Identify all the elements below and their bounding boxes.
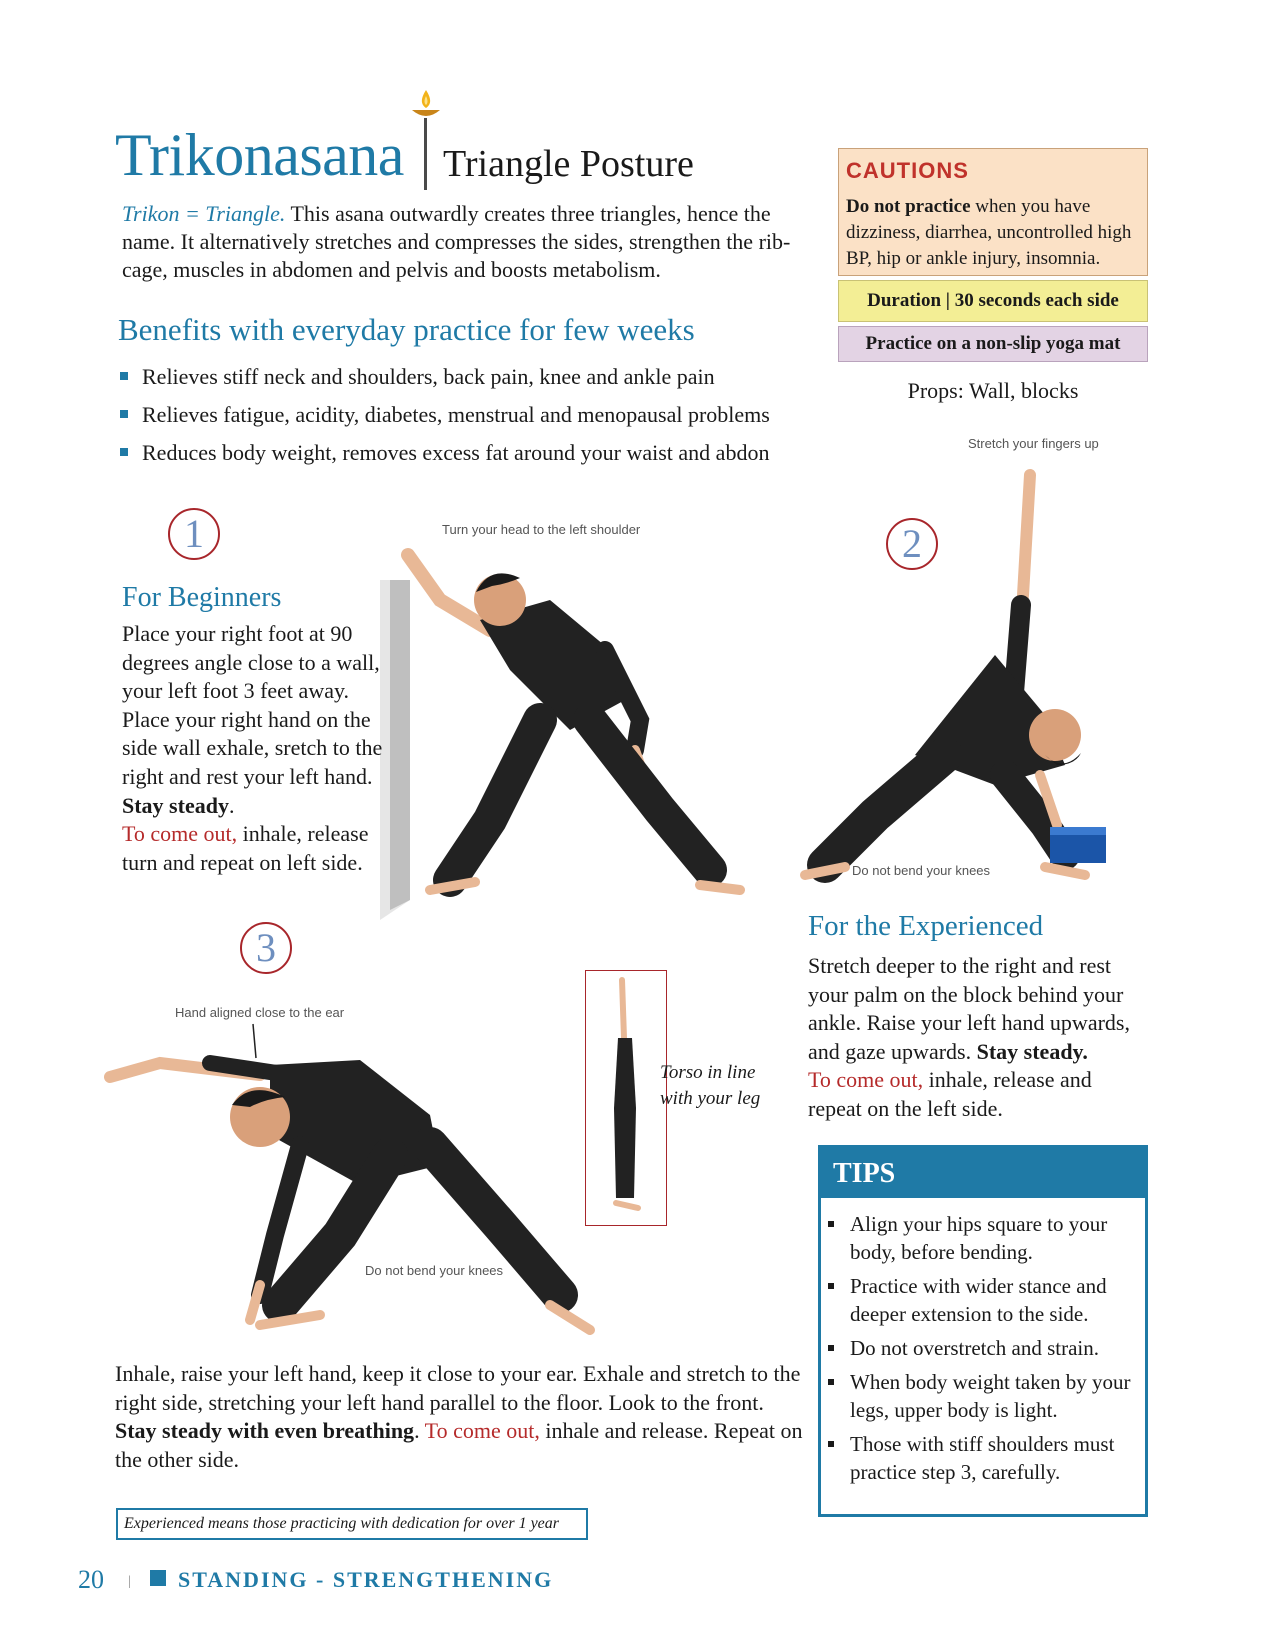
experienced-text xyxy=(808,952,1148,1124)
footer-separator: | xyxy=(128,1574,131,1589)
experienced-come-out: To come out, xyxy=(808,1067,924,1093)
experienced-note: Experienced means those practicing with dedication for over 1 year xyxy=(116,1508,588,1540)
bullet-icon xyxy=(828,1441,834,1447)
section-label: STANDING - STRENGTHENING xyxy=(178,1567,554,1592)
bullet-icon xyxy=(120,448,128,456)
page-title: Trikonasana xyxy=(115,122,404,188)
list-item xyxy=(826,1272,1142,1328)
step-1-badge: 1 xyxy=(168,508,220,560)
list-item xyxy=(826,1430,1142,1486)
intro-paragraph xyxy=(122,200,802,284)
torso-line-2: with your leg xyxy=(660,1088,761,1109)
experienced-release: inhale, release and repeat on the left side. xyxy=(808,1067,1092,1121)
square-icon xyxy=(150,1570,166,1586)
intro-lead: Trikon = Triangle. xyxy=(122,201,286,226)
caution-bold: Do not practice xyxy=(846,196,971,217)
intro-text: This asana outwardly creates three triangles, hence the name. It alternatively stretches and compresses the sides, strengthen the rib-cage, muscles in abdomen and pelvis and boosts metabolism. xyxy=(122,201,791,282)
experienced-bold: Stay steady. xyxy=(976,1038,1088,1064)
benefits-list xyxy=(120,362,820,476)
bullet-icon xyxy=(828,1221,834,1227)
caption-no-bend-2: Do not bend your knees xyxy=(852,863,991,878)
step3-punct: . xyxy=(414,1418,425,1444)
duration-box: Duration | 30 seconds each side xyxy=(838,280,1148,322)
benefit-text: Relieves stiff neck and shoulders, back pain, knee and ankle pain xyxy=(142,364,715,389)
pointer-line xyxy=(250,1024,260,1060)
props-text: Props: Wall, blocks xyxy=(907,378,1079,403)
title-divider xyxy=(424,118,427,190)
tip-text: Do not overstretch and strain. xyxy=(850,1336,1100,1360)
step3-bold: Stay steady with even breathing xyxy=(115,1418,415,1444)
step-3-badge: 3 xyxy=(240,922,292,974)
bullet-icon xyxy=(120,410,128,418)
experienced-heading: For the Experienced xyxy=(808,910,1044,942)
practice-box: Practice on a non-slip yoga mat xyxy=(838,326,1148,362)
figure-torso-side xyxy=(600,978,652,1218)
step-2-badge: 2 xyxy=(886,518,938,570)
beginners-bold: Stay steady xyxy=(122,792,229,818)
step3-text xyxy=(115,1360,805,1474)
benefit-text: Reduces body weight, removes excess fat around your waist and abdon xyxy=(142,440,770,465)
caption-turn-head: Turn your head to the left shoulder xyxy=(442,522,641,537)
figure-beginner xyxy=(380,540,780,910)
beginners-punct: . xyxy=(228,792,235,818)
caption-stretch-fingers: Stretch your fingers up xyxy=(968,436,1099,451)
list-item xyxy=(120,400,820,438)
beginners-come-out: To come out, xyxy=(122,821,238,847)
step3-release: inhale and release. Repeat on the other side. xyxy=(115,1418,803,1472)
tip-text: Practice with wider stance and deeper extension to the side. xyxy=(850,1274,1107,1326)
list-item xyxy=(120,362,820,400)
benefit-text: Relieves fatigue, acidity, diabetes, menstrual and menopausal problems xyxy=(142,402,770,427)
caution-text xyxy=(846,194,1146,272)
caution-body: when you have dizziness, diarrhea, uncontrolled high BP, hip or ankle injury, insomnia. xyxy=(846,196,1132,269)
experienced-body: Stretch deeper to the right and rest your palm on the block behind your ankle. Raise your left hand upwards, and gaze upwards. xyxy=(808,953,1130,1064)
beginners-text xyxy=(122,620,392,877)
beginners-heading: For Beginners xyxy=(122,582,282,613)
bullet-icon xyxy=(120,372,128,380)
bullet-icon xyxy=(828,1345,834,1351)
beginners-body: Place your right foot at 90 degrees angle close to a wall, your left foot 3 feet away. Place your right hand on the side wall exhale, sretch to the right and rest your left hand. xyxy=(122,621,383,789)
benefits-heading: Benefits with everyday practice for few weeks xyxy=(118,312,695,347)
figure-experienced xyxy=(795,455,1175,895)
page-number: 20 xyxy=(78,1565,104,1594)
bullet-icon xyxy=(828,1283,834,1289)
tip-text: Those with stiff shoulders must practice step 3, carefully. xyxy=(850,1432,1115,1484)
tips-heading: TIPS xyxy=(821,1148,1145,1198)
caption-no-bend-3: Do not bend your knees xyxy=(365,1263,504,1278)
caption-hand-aligned: Hand aligned close to the ear xyxy=(175,1005,345,1020)
beginners-release: inhale, release turn and repeat on left side. xyxy=(122,821,369,875)
torso-line-1: Torso in line xyxy=(660,1062,756,1083)
list-item xyxy=(826,1368,1142,1424)
step3-come-out: To come out, xyxy=(424,1418,540,1444)
list-item xyxy=(826,1210,1142,1266)
tip-text: When body weight taken by your legs, upper body is light. xyxy=(850,1370,1131,1422)
caution-heading: CAUTIONS xyxy=(846,158,969,183)
list-item xyxy=(826,1334,1142,1362)
bullet-icon xyxy=(828,1379,834,1385)
figure-step3 xyxy=(100,1035,640,1345)
torso-caption xyxy=(660,1060,780,1112)
page-subtitle: Triangle Posture xyxy=(443,143,694,185)
tip-text: Align your hips square to your body, before bending. xyxy=(850,1212,1108,1264)
list-item xyxy=(120,438,820,476)
tips-list xyxy=(826,1210,1142,1492)
step3-body: Inhale, raise your left hand, keep it close to your ear. Exhale and stretch to the right side, stretching your left hand parallel to the floor. Look to the front. xyxy=(115,1361,801,1415)
